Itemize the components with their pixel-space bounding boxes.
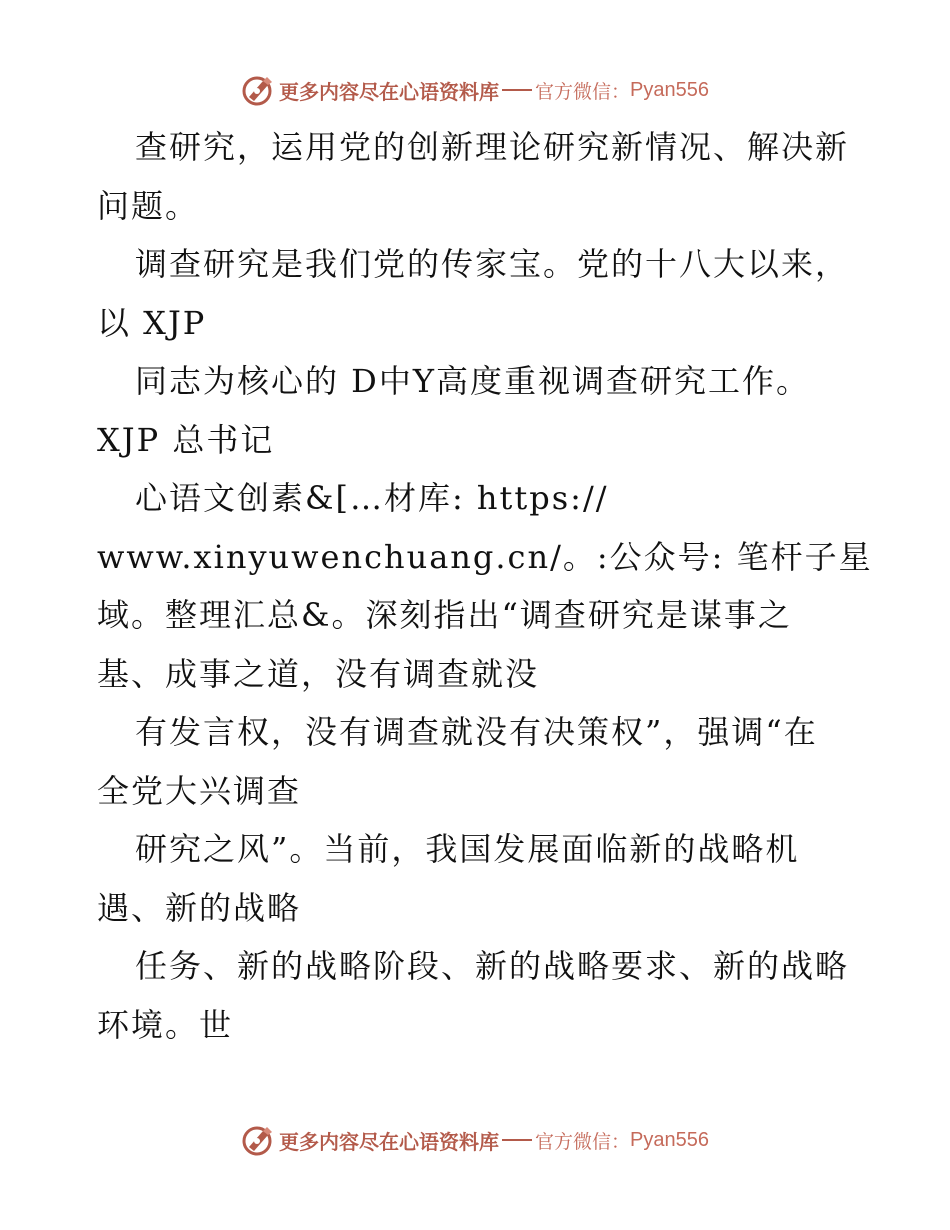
banner-separator — [502, 89, 532, 91]
text-line: 问题。 — [97, 186, 200, 225]
text-line: 环境。世 — [97, 1005, 234, 1044]
pen-logo-icon — [241, 73, 275, 107]
banner-wechat-id: Pyan556 — [630, 78, 709, 101]
banner-wechat-id: Pyan556 — [630, 1128, 709, 1151]
text-line: 查研究，运用党的创新理论研究新情况、解决新 — [135, 128, 850, 166]
header-banner — [0, 70, 950, 110]
text-line: 以 XJP — [97, 303, 207, 342]
text-line: 遇、新的战略 — [97, 888, 302, 927]
banner-text: 更多内容尽在心语资料库 — [279, 79, 499, 104]
text-line: 全党大兴调查 — [97, 771, 302, 810]
banner-separator — [502, 1139, 532, 1141]
text-line: 心语文创素&[…材库: https:// — [135, 479, 609, 517]
text-line: 基、成事之道，没有调查就没 — [97, 654, 540, 693]
document-body — [97, 118, 873, 1054]
text-line: 调查研究是我们党的传家宝。党的十八大以来， — [135, 245, 850, 283]
banner-wechat-label: 官方微信： — [535, 1130, 631, 1153]
footer-banner — [0, 1120, 950, 1160]
banner-wechat-label: 官方微信： — [535, 80, 631, 103]
text-line: 研究之风”。当前，我国发展面临新的战略机 — [135, 830, 800, 868]
pen-logo-icon — [241, 1123, 275, 1157]
text-line: 域。整理汇总&。深刻指出“调查研究是谋事之 — [97, 596, 792, 634]
text-line: XJP 总书记 — [97, 420, 275, 459]
text-line: 任务、新的战略阶段、新的战略要求、新的战略 — [135, 947, 850, 985]
text-line: 有发言权，没有调查就没有决策权”，强调“在 — [135, 713, 818, 751]
text-line: www.xinyuwenchuang.cn/。:公众号: 笔杆子星 — [97, 537, 873, 576]
text-line: 同志为核心的 D中Y高度重视调查研究工作。 — [135, 362, 810, 400]
banner-text: 更多内容尽在心语资料库 — [279, 1129, 499, 1154]
